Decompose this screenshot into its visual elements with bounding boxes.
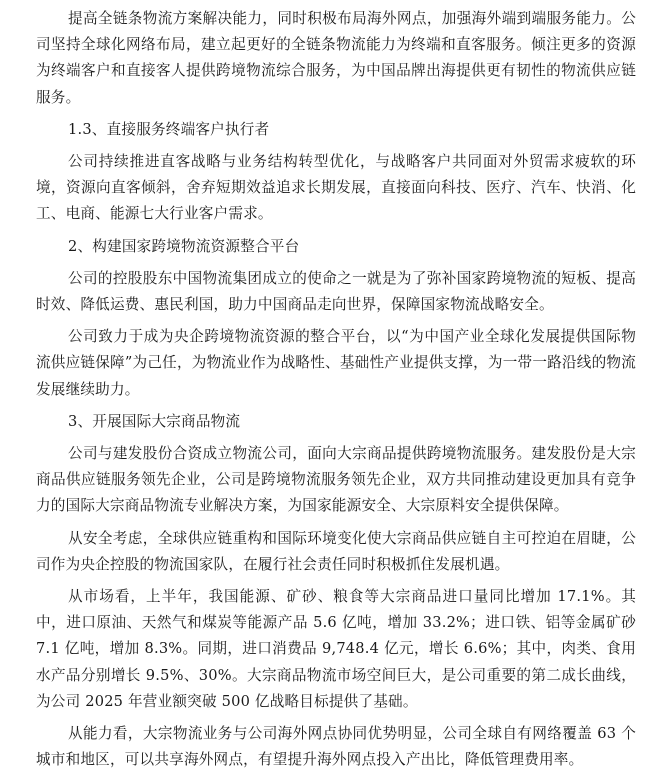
paragraph-capability: 从能力看，大宗物流业务与公司海外网点协同优势明显，公司全球自有网络覆盖 63 个城市和地区，可以共享海外网点，有望提升海外网点投入产出比，降低管理费用率。	[36, 725, 636, 769]
document-page	[36, 6, 636, 773]
paragraph-market: 从市场看，上半年，我国能源、矿砂、粮食等大宗商品进口量同比增加 17.1%。其中，进口原油、天然气和煤炭等能源产品 5.6 亿吨，增加 33.2%；进口铁、铝等金属矿砂 7.1 亿吨，增加 8.3%。同期，进口消费品 9,748.4 亿元，增长 6.6%；其中，肉类、食用水产品分别增长 9.5%、30%。大宗商品物流市场空间巨大，是公司重要的第二成长曲线，为公司 2025 年营业额突破 500 亿战略目标提供了基础。	[36, 588, 636, 710]
heading-direct-service: 1.3、直接服务终端客户执行者	[68, 120, 270, 138]
heading-resource-platform: 2、构建国家跨境物流资源整合平台	[68, 237, 300, 255]
paragraph-joint-venture: 公司与建发股份合资成立物流公司，面向大宗商品提供跨境物流服务。建发股份是大宗商品供应链服务领先企业，公司是跨境物流服务领先企业，双方共同推动建设更加具有竞争力的国际大宗商品物流专业解决方案，为国家能源安全、大宗原料安全提供保障。	[36, 445, 636, 515]
paragraph-controlling-shareholder: 公司的控股股东中国物流集团成立的使命之一就是为了弥补国家跨境物流的短板、提高时效、降低运费、惠民利国，助力中国商品走向世界，保障国家物流战略安全。	[36, 269, 636, 314]
heading-bulk-commodity: 3、开展国际大宗商品物流	[68, 412, 241, 430]
paragraph-direct-customer-strategy: 公司持续推进直客战略与业务结构转型优化，与战略客户共同面对外贸需求疲软的环境，资源向直客倾斜，舍弃短期效益追求长期发展，直接面向科技、医疗、汽车、快消、化工、电商、能源七大行业客户需求。	[36, 153, 636, 223]
paragraph-integration-platform: 公司致力于成为央企跨境物流资源的整合平台，以“为中国产业全球化发展提供国际物流供应链保障”为己任，为物流业作为战略性、基础性产业提供支撑，为一带一路沿线的物流发展继续助力。	[36, 328, 636, 398]
paragraph-security: 从安全考虑，全球供应链重构和国际环境变化使大宗商品供应链自主可控迫在眉睫，公司作为央企控股的物流国家队，在履行社会责任同时积极抓住发展机遇。	[36, 529, 636, 573]
paragraph-overseas-network: 提高全链条物流方案解决能力，同时积极布局海外网点，加强海外端到端服务能力。公司坚持全球化网络布局，建立起更好的全链条物流能力为终端和直客服务。倾注更多的资源为终端客户和直接客人提供跨境物流综合服务，为中国品牌出海提供更有韧性的物流供应链服务。	[36, 10, 636, 106]
